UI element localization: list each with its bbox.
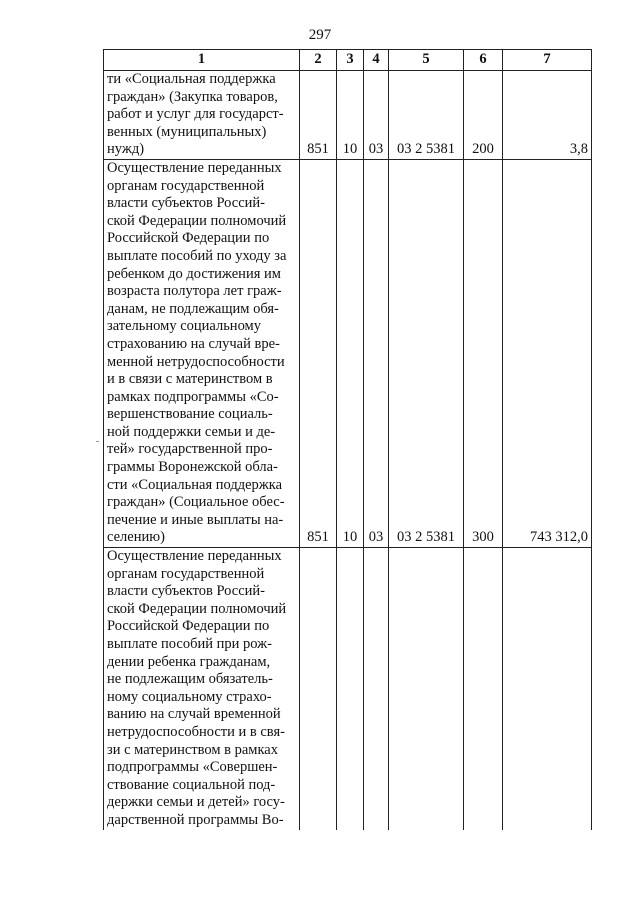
row-expense-type: 300 (464, 159, 503, 547)
row-subsection-code: 03 (364, 71, 389, 160)
header-col-1: 1 (104, 50, 300, 71)
row-ministry-code: 851 (300, 71, 337, 160)
row-amount: 3,8 (503, 71, 592, 160)
margin-mark (96, 441, 99, 442)
row-target-code (389, 548, 464, 830)
row-subsection-code (364, 548, 389, 830)
header-col-3: 3 (337, 50, 364, 71)
row-description: ти «Социальная поддержка граждан» (Закупка товаров, работ и услуг для государст- венных (муниципальных) нужд) (104, 71, 300, 160)
row-expense-type: 200 (464, 71, 503, 160)
table-row (104, 71, 592, 160)
row-ministry-code: 851 (300, 159, 337, 547)
header-col-7: 7 (503, 50, 592, 71)
budget-table (103, 49, 592, 830)
row-target-code: 03 2 5381 (389, 159, 464, 547)
row-section-code (337, 548, 364, 830)
row-subsection-code: 03 (364, 159, 389, 547)
row-amount (503, 548, 592, 830)
row-expense-type (464, 548, 503, 830)
row-amount: 743 312,0 (503, 159, 592, 547)
page-number: 297 (308, 27, 332, 43)
row-section-code: 10 (337, 71, 364, 160)
header-col-2: 2 (300, 50, 337, 71)
row-section-code: 10 (337, 159, 364, 547)
row-description: Осуществление переданных органам государственной власти субъектов Россий- ской Федерации полномочий Российской Федерации по выплате пособий при рож- дении ребенка гражданам, не подлежащим обязатель- ному социальному страхо- ванию на случай временной нетрудоспособности и в свя- зи с материнством в рамках подпрограммы «Совершен- ствование социальной под- держки семьи и детей» госу- дарственной программы Во- (104, 548, 300, 830)
row-target-code: 03 2 5381 (389, 71, 464, 160)
header-col-6: 6 (464, 50, 503, 71)
header-col-5: 5 (389, 50, 464, 71)
row-ministry-code (300, 548, 337, 830)
table-row (104, 159, 592, 547)
table-row (104, 548, 592, 830)
header-col-4: 4 (364, 50, 389, 71)
row-description: Осуществление переданных органам государственной власти субъектов Россий- ской Федерации полномочий Российской Федерации по выплате пособий по уходу за ребенком до достижения им возраста полутора лет граж- данам, не подлежащим обя- зательному социальному страхованию на случай вре- менной нетрудоспособности и в связи с материнством в рамках подпрограммы «Со- вершенствование социаль- ной поддержки семьи и де- тей» государственной про- граммы Воронежской обла- сти «Социальная поддержка граждан» (Социальное обес- печение и иные выплаты на- селению) (104, 159, 300, 547)
table-header-row (104, 50, 592, 71)
